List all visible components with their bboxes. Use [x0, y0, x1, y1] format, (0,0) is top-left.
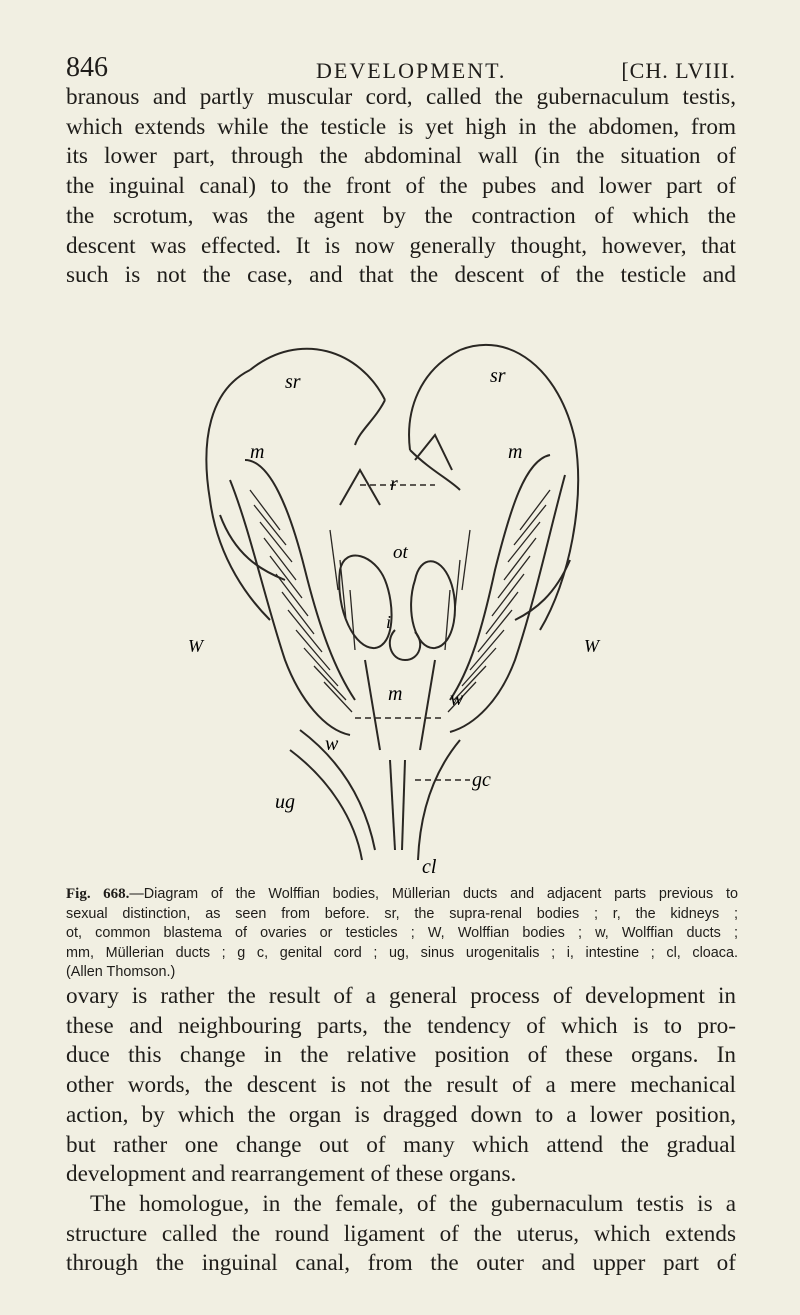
page-number: 846: [66, 52, 108, 83]
label-gc: gc: [472, 769, 491, 791]
text-line: branous and partly muscular cord, called the gubernaculum testis,: [66, 84, 736, 110]
bottom-paragraph: [66, 982, 736, 1279]
text-line: other words, the descent is not the result of a mere mechanical: [66, 1072, 736, 1099]
text-line: development and rearrangement of these organs.: [66, 1161, 517, 1188]
label-w-small-left: w: [325, 733, 339, 755]
label-w-small-right: w: [450, 688, 464, 710]
text-line: the inguinal canal) to the front of the pubes and lower part of: [66, 173, 736, 200]
text-line: such is not the case, and that the descent of the testicle and: [66, 262, 736, 289]
caption-line: —Diagram of the Wolffian bodies, Müllerian ducts and adjacent parts previous to: [129, 886, 738, 902]
label-sr-right: sr: [490, 365, 506, 387]
caption-line: (Allen Thomson.): [66, 964, 176, 980]
text-line: the scrotum, was the agent by the contraction of which the: [66, 202, 736, 229]
text-line: which extends while the testicle is yet high in the abdomen, from: [66, 113, 736, 140]
figure-number: Fig. 668.: [66, 886, 130, 902]
label-w-right: W: [584, 636, 599, 656]
label-m-right: m: [508, 441, 523, 463]
label-i: i: [386, 612, 392, 632]
label-ug: ug: [275, 791, 295, 813]
label-m-left: m: [250, 441, 265, 463]
text-line: through the inguinal canal, from the outer and upper part of: [66, 1250, 736, 1277]
text-line: ovary is rather the result of a general process of development in: [66, 983, 736, 1009]
text-line: but rather one change out of many which attend the gradual: [66, 1131, 736, 1158]
chapter-reference: [CH. LVIII.: [621, 58, 736, 83]
caption-line: sexual distinction, as seen from before. sr, the supra-renal bodies ; r, the kidneys ;: [66, 905, 738, 922]
anatomical-diagram: [188, 330, 610, 878]
label-w-left: W: [188, 636, 203, 656]
text-line: The homologue, in the female, of the gubernaculum testis is a: [90, 1190, 736, 1217]
text-line: action, by which the organ is dragged down to a lower position,: [66, 1101, 736, 1128]
label-ot: ot: [393, 542, 408, 563]
running-title: DEVELOPMENT.: [316, 58, 507, 83]
figure-caption: [66, 885, 738, 983]
text-line: duce this change in the relative position of these organs. In: [66, 1042, 736, 1069]
label-r: r: [390, 473, 398, 495]
label-sr-left: sr: [285, 371, 301, 393]
caption-line: ot, common blastema of ovaries or testicles ; W, Wolffian bodies ; w, Wolffian ducts ;: [66, 925, 738, 941]
text-line: descent was effected. It is now generally thought, however, that: [66, 232, 736, 259]
text-line: structure called the round ligament of the uterus, which extends: [66, 1220, 736, 1247]
diagram-svg: [188, 330, 610, 878]
caption-line: mm, Müllerian ducts ; g c, genital cord ; ug, sinus urogenitalis ; i, intestine ; cl, cloaca.: [66, 944, 738, 961]
text-line: its lower part, through the abdominal wall (in the situation of: [66, 143, 736, 170]
top-paragraph: [66, 83, 736, 291]
label-m-center: m: [388, 683, 403, 705]
label-cl: cl: [422, 856, 437, 878]
text-line: these and neighbouring parts, the tendency of which is to pro-: [66, 1012, 736, 1039]
